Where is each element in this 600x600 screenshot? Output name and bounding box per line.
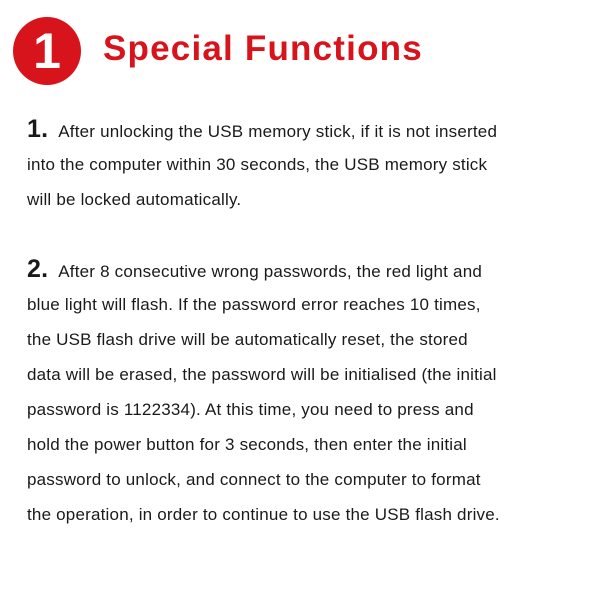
function-item-1 [27,112,587,217]
item-number: 2. [27,255,49,283]
item-number: 1. [27,115,49,143]
item-text: After 8 consecutive wrong passwords, the red light and [58,262,482,281]
item-line: into the computer within 30 seconds, the USB memory stick [27,155,488,174]
item-line: hold the power button for 3 seconds, then enter the initial [27,435,467,454]
item-line: blue light will flash. If the password error reaches 10 times, [27,295,481,314]
item-line: password is 1122334). At this time, you need to press and [27,400,474,419]
item-line: the operation, in order to continue to use the USB flash drive. [27,505,500,524]
section-title: Special Functions [103,29,423,68]
item-line: the USB flash drive will be automatically reset, the stored [27,330,468,349]
function-item-2 [27,252,587,532]
section-number-badge: 1 [13,17,81,85]
item-line [27,252,587,287]
item-line: data will be erased, the password will be initialised (the initial [27,365,497,384]
item-line [27,112,587,147]
item-line: password to unlock, and connect to the computer to format [27,470,481,489]
item-text: After unlocking the USB memory stick, if it is not inserted [58,122,498,141]
item-line: will be locked automatically. [27,190,242,209]
